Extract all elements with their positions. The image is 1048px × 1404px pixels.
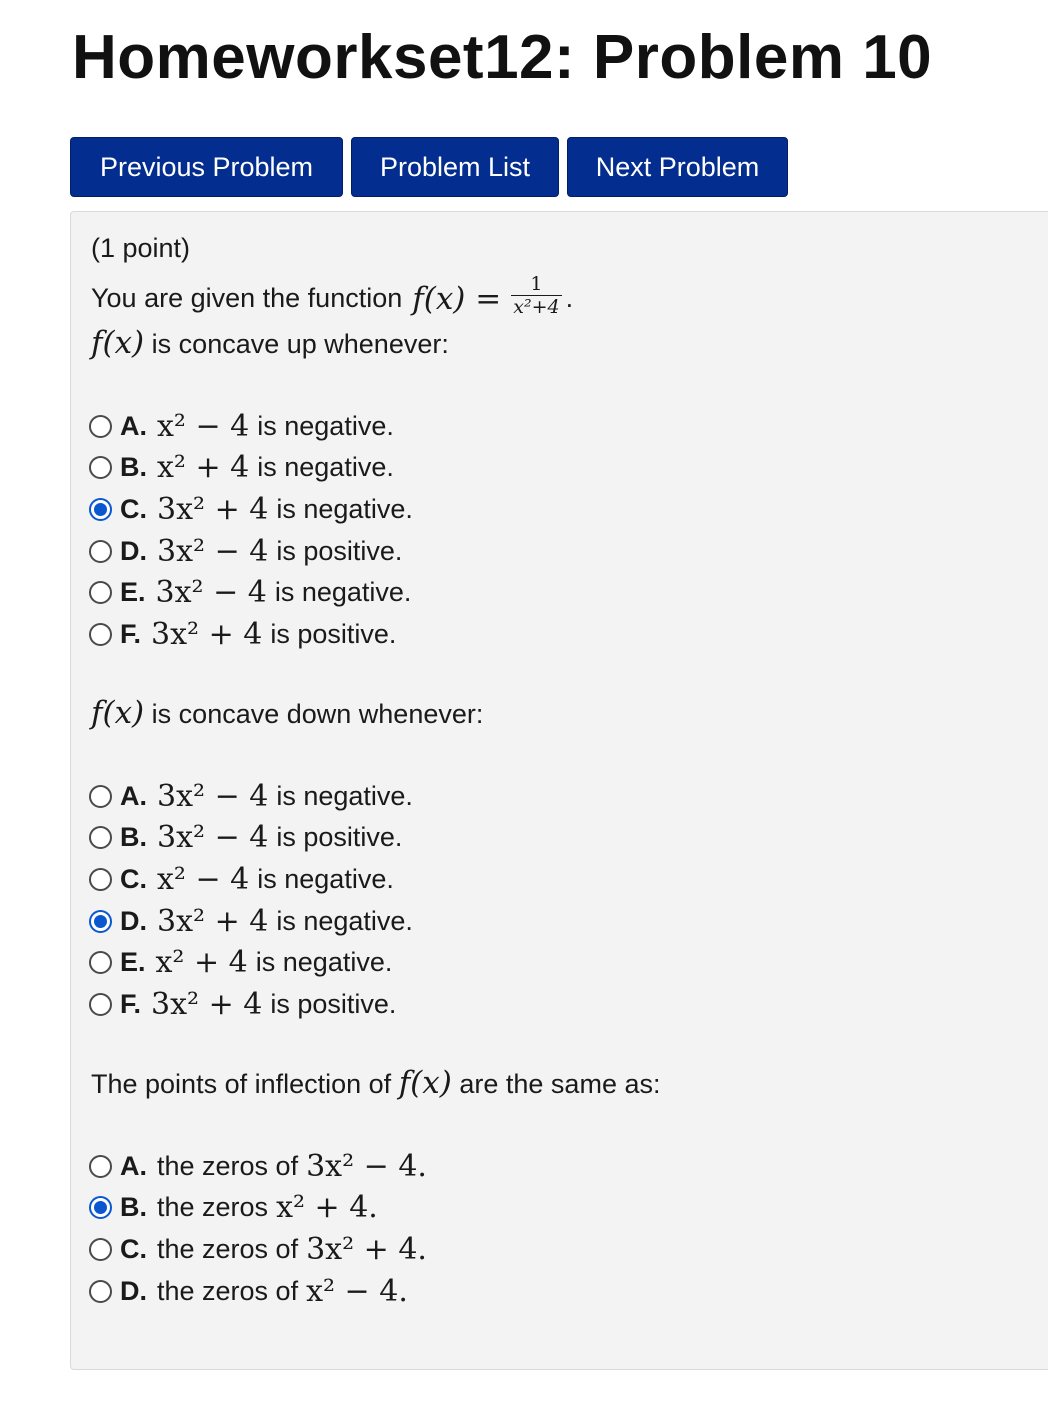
question-3-prompt — [91, 1065, 660, 1101]
option-expression: 3x² + 4. — [306, 1231, 427, 1267]
answer-option[interactable] — [89, 1231, 435, 1267]
option-text: is negative. — [255, 947, 393, 978]
answer-option[interactable] — [89, 1273, 416, 1309]
radio-button[interactable] — [89, 415, 112, 438]
option-letter: C. — [120, 493, 147, 524]
option-letter: C. — [120, 1233, 147, 1264]
option-expression: 3x² − 4 — [157, 820, 269, 856]
answer-option[interactable] — [89, 945, 400, 981]
option-expression: 3x² − 4 — [157, 778, 269, 814]
option-text: is positive. — [270, 619, 397, 649]
option-letter: F. — [120, 619, 142, 649]
question-2-prompt — [91, 695, 483, 731]
option-text: is positive. — [270, 989, 397, 1019]
radio-button[interactable] — [89, 826, 112, 849]
previous-problem-button[interactable]: Previous Problem — [70, 137, 343, 197]
answer-option[interactable] — [89, 820, 410, 856]
radio-button[interactable] — [89, 1155, 112, 1178]
page-title: Homeworkset12: Problem 10 — [72, 23, 933, 92]
option-text: is positive. — [276, 822, 403, 853]
option-expression: x² + 4 — [157, 450, 250, 486]
intro-text: You are given the function — [91, 283, 403, 313]
question-3-pre-text: The points of inflection of — [91, 1069, 392, 1099]
option-expression: x² + 4. — [276, 1190, 378, 1226]
option-text: is negative. — [257, 410, 394, 441]
answer-option[interactable] — [89, 533, 410, 569]
option-expression: x² − 4. — [306, 1273, 408, 1309]
answer-option[interactable] — [89, 575, 419, 611]
option-letter: E. — [120, 947, 146, 978]
option-expression: x² − 4 — [157, 408, 250, 444]
option-letter: E. — [120, 577, 146, 608]
function-fraction — [511, 273, 561, 318]
option-text: the zeros of — [157, 1150, 299, 1181]
option-letter: A. — [120, 780, 147, 811]
option-expression: 3x² − 4. — [306, 1148, 427, 1184]
radio-button[interactable] — [89, 581, 112, 604]
question-1-text: is concave up whenever: — [151, 329, 449, 359]
fraction-numerator: 1 — [511, 273, 561, 296]
answer-option[interactable] — [89, 861, 402, 897]
radio-button[interactable] — [89, 1238, 112, 1261]
answer-option[interactable] — [89, 1190, 386, 1226]
option-expression: x² − 4 — [157, 861, 250, 897]
option-text: is negative. — [257, 863, 394, 894]
answer-option[interactable] — [89, 778, 421, 814]
option-letter: A. — [120, 410, 147, 441]
radio-button-selected[interactable] — [89, 498, 112, 521]
radio-button[interactable] — [89, 951, 112, 974]
answer-option[interactable] — [89, 987, 404, 1023]
option-letter: F. — [120, 989, 142, 1019]
question-3-function: f(x) — [398, 1065, 452, 1101]
option-letter: D. — [120, 1275, 147, 1306]
option-text: the zeros — [157, 1192, 269, 1223]
radio-button[interactable] — [89, 785, 112, 808]
option-letter: B. — [120, 822, 147, 853]
radio-button[interactable] — [89, 456, 112, 479]
option-text: is positive. — [276, 535, 403, 566]
option-expression: 3x² + 4 — [157, 491, 269, 527]
radio-button[interactable] — [89, 1280, 112, 1303]
option-expression: 3x² + 4 — [151, 617, 263, 652]
option-text: is negative. — [276, 493, 413, 524]
radio-button[interactable] — [89, 540, 112, 563]
problem-list-button[interactable]: Problem List — [351, 137, 559, 197]
question-1-function: f(x) — [91, 325, 145, 361]
option-text: is negative. — [276, 905, 413, 936]
question-2-text: is concave down whenever: — [151, 699, 484, 729]
answer-option[interactable] — [89, 617, 404, 653]
function-lhs: f(x) = — [412, 280, 502, 317]
option-letter: B. — [120, 452, 147, 483]
answer-option[interactable] — [89, 450, 402, 486]
answer-option[interactable] — [89, 1148, 435, 1184]
question-1-prompt — [91, 325, 449, 361]
option-expression: 3x² − 4 — [155, 575, 267, 611]
option-expression: x² + 4 — [155, 945, 248, 981]
question-3-post-text: are the same as: — [459, 1069, 661, 1099]
option-text: the zeros of — [157, 1233, 299, 1264]
option-letter: D. — [120, 535, 147, 566]
option-letter: D. — [120, 905, 147, 936]
radio-button-selected[interactable] — [89, 910, 112, 933]
option-text: is negative. — [257, 452, 394, 483]
option-text: the zeros of — [157, 1275, 299, 1306]
radio-button[interactable] — [89, 623, 112, 646]
answer-option[interactable] — [89, 491, 421, 527]
radio-button[interactable] — [89, 868, 112, 891]
statement-period: . — [565, 283, 574, 313]
option-letter: C. — [120, 863, 147, 894]
option-letter: A. — [120, 1150, 147, 1181]
next-problem-button[interactable]: Next Problem — [567, 137, 788, 197]
radio-button-selected[interactable] — [89, 1196, 112, 1219]
option-text: is negative. — [274, 577, 412, 608]
radio-button[interactable] — [89, 993, 112, 1016]
question-2-function: f(x) — [91, 695, 145, 731]
option-text: is negative. — [276, 780, 413, 811]
option-expression: 3x² + 4 — [151, 987, 263, 1022]
points-label: (1 point) — [91, 233, 191, 263]
function-statement — [91, 273, 574, 321]
option-letter: B. — [120, 1192, 147, 1223]
answer-option[interactable] — [89, 903, 421, 939]
option-expression: 3x² − 4 — [157, 533, 269, 569]
option-expression: 3x² + 4 — [157, 903, 269, 939]
answer-option[interactable] — [89, 408, 402, 444]
fraction-denominator: x²+4 — [513, 296, 560, 318]
